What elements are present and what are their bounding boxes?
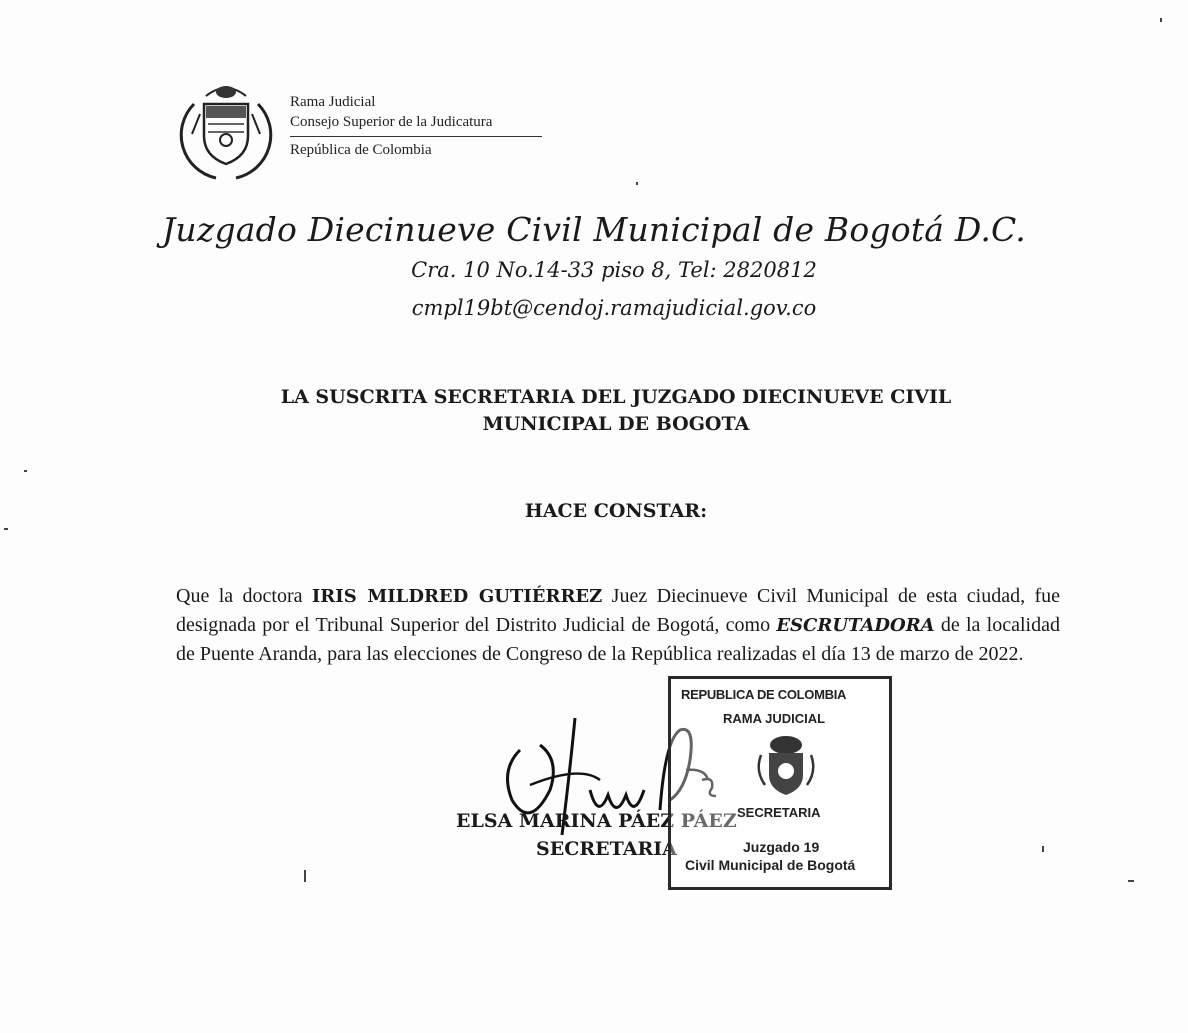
judicial-entity-block [290, 92, 542, 159]
entity-divider [290, 136, 542, 137]
judge-name: IRIS MILDRED GUTIÉRREZ [311, 586, 603, 607]
entity-council: Consejo Superior de la Judicatura [290, 114, 493, 130]
court-address: Cra. 10 No.14-33 piso 8, Tel: 2820812 [411, 258, 817, 282]
stamp-country: REPUBLICA DE COLOMBIA [681, 687, 847, 702]
coat-of-arms-logo [176, 74, 276, 184]
designation-role: ESCRUTADORA [776, 615, 935, 636]
stamp-court-number: Juzgado 19 [743, 839, 820, 855]
scan-speck [1128, 880, 1134, 882]
scan-speck [636, 182, 638, 185]
heading-line-2: MUNICIPAL DE BOGOTA [482, 413, 750, 435]
court-email: cmpl19bt@cendoj.ramajudicial.gov.co [411, 296, 817, 320]
scan-speck [4, 528, 8, 530]
heading-line-1: LA SUSCRITA SECRETARIA DEL JUZGADO DIECINUEVE CIVIL [280, 386, 952, 408]
body-end: de la localidad de Puente Aranda, para las elecciones de Congreso de la República realizadas el día 13 de marzo de 2022. [176, 614, 1060, 665]
certificate-body [176, 582, 1060, 668]
court-title: Juzgado Diecinueve Civil Municipal de Bogotá D.C. [161, 210, 1026, 249]
stamp-office: SECRETARIA [737, 805, 821, 820]
scan-speck [304, 870, 306, 882]
stamp-court-name: Civil Municipal de Bogotá [685, 857, 856, 873]
official-stamp [668, 676, 892, 890]
signer-role: SECRETARIA [536, 838, 677, 860]
certificate-heading [0, 384, 1188, 438]
entity-name: Rama Judicial [290, 94, 376, 110]
stamp-branch: RAMA JUDICIAL [723, 711, 826, 726]
hace-constar-heading: HACE CONSTAR: [524, 500, 708, 522]
scan-speck [1042, 846, 1044, 852]
signer-name: ELSA MARINA PÁEZ PÁEZ [456, 810, 737, 832]
entity-country: República de Colombia [290, 142, 432, 158]
scan-speck [1160, 18, 1162, 22]
body-middle: Juez Diecinueve Civil Municipal de esta ciudad, fue designada por el Tribunal Superior del Distrito Judicial de Bogotá, como [176, 585, 1060, 636]
scan-speck [24, 470, 27, 472]
stamp-emblem-icon [751, 731, 821, 801]
body-intro: Que la doctora [176, 585, 312, 607]
